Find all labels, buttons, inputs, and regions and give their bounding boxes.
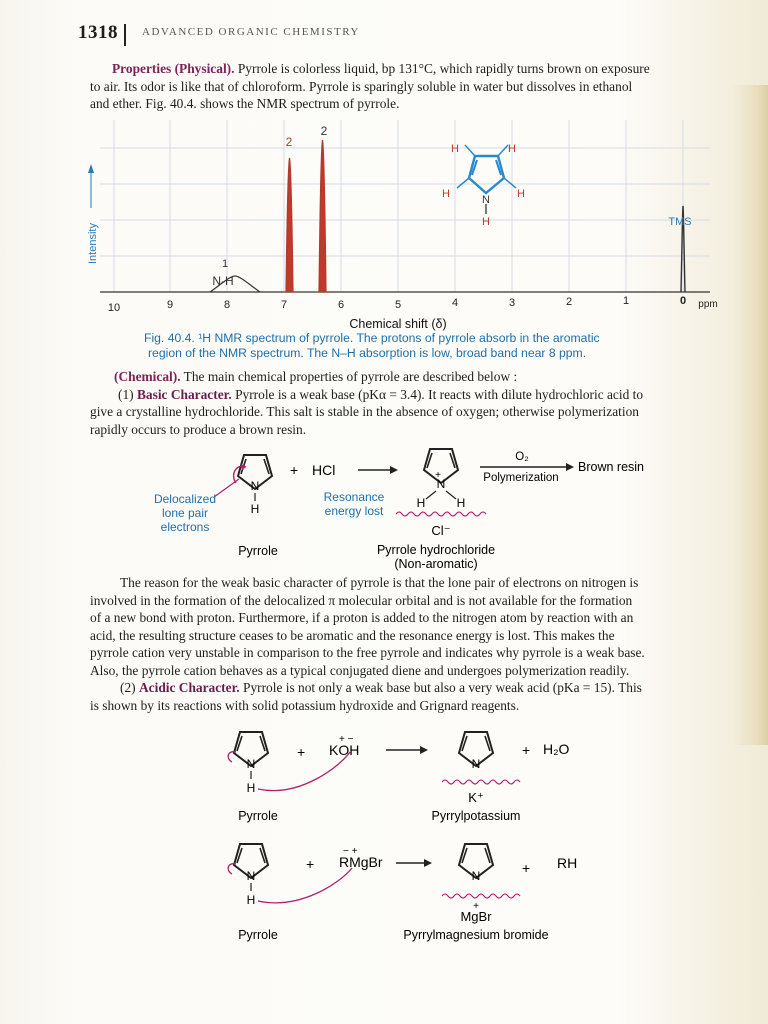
- nmr-pyrrole-structure: [442, 143, 525, 228]
- nmr-n: N: [482, 194, 490, 206]
- acidic-heading: Acidic Character.: [138, 680, 240, 695]
- water-label: H₂O: [543, 741, 570, 757]
- running-title: ADVANCED ORGANIC CHEMISTRY: [142, 26, 360, 38]
- pyrrylpotassium-n: N: [471, 757, 481, 771]
- basic-heading: Basic Character.: [136, 386, 232, 402]
- koh-label: KOH: [329, 742, 360, 758]
- nmr-peak-beta: [316, 140, 329, 292]
- tick-1: 1: [622, 295, 630, 307]
- tick-6: 6: [337, 299, 345, 311]
- pyrrole-name-2: Pyrrole: [238, 809, 278, 823]
- polymerization-label: Polymerization: [483, 472, 559, 484]
- pyrrole3-h: H: [246, 893, 256, 907]
- reason-line-1: The reason for the weak basic character of pyrrole is that the lone pair of electrons on nitrogen is: [120, 575, 639, 590]
- non-aromatic-label: (Non-aromatic): [394, 557, 478, 571]
- nmr-h-topright: H: [508, 143, 516, 155]
- basic-line-2: give a crystalline hydrochloride. This salt is stable in the absence of oxygen; otherwise polymerization: [90, 404, 639, 419]
- resonance-wavy-underline: [396, 512, 486, 516]
- x-axis-ticks: [108, 295, 686, 314]
- physical-line-1: [90, 60, 718, 78]
- reason-line-6: Also, the pyrrole cation behaves as a typical conjugated diene and undergoes polymerization readily.: [90, 662, 630, 678]
- arrow-head-4: [424, 859, 432, 867]
- nmr-h-bottom: H: [482, 216, 490, 228]
- x-axis-label: Chemical shift (δ): [349, 317, 447, 331]
- pyrrylmagnesium-n: N: [471, 869, 481, 883]
- tick-3: 3: [508, 297, 516, 309]
- tick-8: 8: [223, 299, 231, 311]
- nmr-h-left: H: [442, 188, 450, 200]
- pyrrole2-n: N: [246, 757, 256, 771]
- tick-9: 9: [166, 299, 174, 311]
- nmr-h-right: H: [517, 188, 525, 200]
- tms-label: TMS: [668, 216, 692, 228]
- tick-10: 10: [107, 302, 121, 314]
- y-axis: [87, 164, 99, 264]
- chemical-heading: (Chemical).: [114, 369, 181, 384]
- acidic-line-1: [90, 679, 718, 697]
- arrow-head-2: [566, 463, 574, 471]
- lone-pair-label: lone pair: [161, 506, 209, 520]
- pyrrole-structure: [214, 455, 272, 516]
- page-header: [78, 22, 718, 50]
- grignard-attack-arrow-icon: [258, 868, 352, 903]
- reason-line-3: of a new bond with proton. Furthermore, if a proton is added to the nitrogen atom by reaction with an: [90, 610, 634, 625]
- acidic-line-2: is shown by its reactions with solid potassium hydroxide and Grignard reagents.: [90, 697, 520, 713]
- integration-beta: 2: [320, 124, 328, 138]
- pyrrole-name-3: Pyrrole: [238, 928, 278, 942]
- hydrochloride-h-right: H: [456, 496, 466, 510]
- pyrrole3-n: N: [246, 869, 256, 883]
- x-axis-unit: ppm: [698, 299, 718, 310]
- physical-properties-paragraph: [90, 60, 718, 113]
- tick-7: 7: [280, 299, 288, 311]
- page-number: 1318: [78, 22, 118, 43]
- pyrrylpotassium-name: Pyrrylpotassium: [431, 809, 521, 823]
- chemical-text: The main chemical properties of pyrrole are described below :: [183, 369, 518, 384]
- basic-line-3: rapidly occurs to produce a brown resin.: [90, 421, 307, 437]
- basic-reaction-scheme: [140, 443, 700, 578]
- nmr-h-topleft: H: [451, 143, 459, 155]
- caption-line-2: region of the NMR spectrum. The N–H absorption is low, broad band near 8 ppm.: [148, 346, 587, 360]
- chemical-intro: [90, 368, 718, 386]
- nmr-spectrum-figure: [80, 118, 720, 338]
- tick-5: 5: [394, 299, 402, 311]
- physical-heading: Properties (Physical).: [112, 61, 235, 76]
- basic-line-1: [90, 386, 718, 404]
- figure-caption: [144, 331, 704, 361]
- nmr-peak-alpha: [283, 158, 296, 292]
- tick-2: 2: [565, 296, 573, 308]
- pyrrole-hydrochloride-structure: [396, 449, 486, 538]
- o2-label: O₂: [515, 451, 529, 463]
- mgbr-ion: MgBr: [460, 909, 492, 924]
- reason-paragraph: [90, 574, 718, 714]
- electrons-label: electrons: [160, 520, 210, 534]
- plus-sign-1: +: [290, 462, 299, 478]
- plus-sign-5: +: [522, 860, 531, 876]
- y-axis-label: Intensity: [87, 223, 99, 264]
- y-axis-arrow-icon: [88, 164, 94, 173]
- basic-text-1: Pyrrole is a weak base (pKα = 3.4). It reacts with dilute hydrochloric acid to: [235, 386, 644, 402]
- pyrrole-n: N: [250, 479, 260, 493]
- tick-4: 4: [451, 297, 459, 309]
- caption-line-1: Fig. 40.4. ¹H NMR spectrum of pyrrole. The protons of pyrrole absorb in the aromatic: [144, 331, 600, 345]
- pyrrole-name-1: Pyrrole: [238, 544, 278, 558]
- nmr-grid: [100, 120, 710, 292]
- physical-line-2: to air. Its odor is like that of chloroform. Pyrrole is sparingly soluble in water but dissolves in ethanol: [90, 78, 633, 94]
- label-pointer: [214, 479, 239, 497]
- header-divider: [124, 24, 126, 46]
- n-plus-charge: +: [435, 470, 441, 481]
- acidic-number: (2): [120, 680, 136, 695]
- koh-reaction-scheme: [200, 726, 620, 830]
- plus-sign-2: +: [297, 744, 306, 760]
- rmgbr-label: RMgBr: [339, 854, 383, 870]
- brown-resin-label: Brown resin: [578, 460, 644, 474]
- arrow-head-3: [420, 746, 428, 754]
- pyrrylmagnesium-name: Pyrrylmagnesium bromide: [403, 928, 549, 942]
- hydrochloride-h-left: H: [416, 496, 426, 510]
- anion-wavy-underline: [442, 780, 520, 784]
- pyrrole-h: H: [250, 502, 260, 516]
- acidic-text-1: Pyrrole is not only a weak base but also a very weak acid (pKa = 15). This: [243, 680, 642, 695]
- nh-peak-label: N-H: [212, 274, 234, 288]
- energy-lost-label: energy lost: [324, 504, 384, 518]
- hydrochloride-n: N: [436, 477, 446, 491]
- pyrrylpotassium-structure: [442, 732, 520, 805]
- tick-0: 0: [679, 295, 687, 307]
- pyrrole-structure-3: [228, 844, 352, 907]
- pyrrylmagnesium-structure: [442, 844, 520, 924]
- hydrochloride-name: Pyrrole hydrochloride: [376, 543, 496, 557]
- anion-wavy-underline-2: [442, 894, 520, 898]
- resonance-label: Resonance: [323, 490, 385, 504]
- arrow-head-1: [390, 466, 398, 474]
- basic-number: (1): [118, 386, 134, 402]
- reason-line-5: pyrrole cation very unstable in comparison to the free pyrrole and indicates why pyrrole is a weak base.: [90, 645, 645, 660]
- integration-nh: 1: [221, 258, 229, 270]
- rmgbr-charges: − +: [343, 846, 358, 857]
- reason-line-4: acid, the resulting structure ceases to be aromatic and the resonance energy is lost. This makes the: [90, 627, 615, 643]
- plus-sign-4: +: [306, 856, 315, 872]
- integration-alpha: 2: [285, 135, 293, 149]
- delocalized-label: Delocalized: [153, 492, 217, 506]
- mgbr-charge: +: [473, 901, 479, 912]
- physical-text-1: Pyrrole is colorless liquid, bp 131°C, which rapidly turns brown on exposure: [237, 61, 650, 76]
- koh-charges: + −: [339, 734, 354, 745]
- chemical-properties-paragraph: [90, 368, 718, 438]
- page-edge-shadow: [732, 85, 768, 745]
- grignard-reaction-scheme: [200, 838, 620, 948]
- rh-label: RH: [557, 855, 578, 871]
- potassium-ion: K⁺: [468, 790, 484, 805]
- plus-sign-3: +: [522, 742, 531, 758]
- hcl-label: HCl: [312, 462, 336, 478]
- chloride-ion: Cl⁻: [431, 523, 451, 538]
- pyrrole2-h: H: [246, 781, 256, 795]
- reason-line-2: involved in the formation of the delocalized π molecular orbital and is not available for the formation: [90, 592, 633, 608]
- physical-line-3: and ether. Fig. 40.4. shows the NMR spectrum of pyrrole.: [90, 96, 400, 111]
